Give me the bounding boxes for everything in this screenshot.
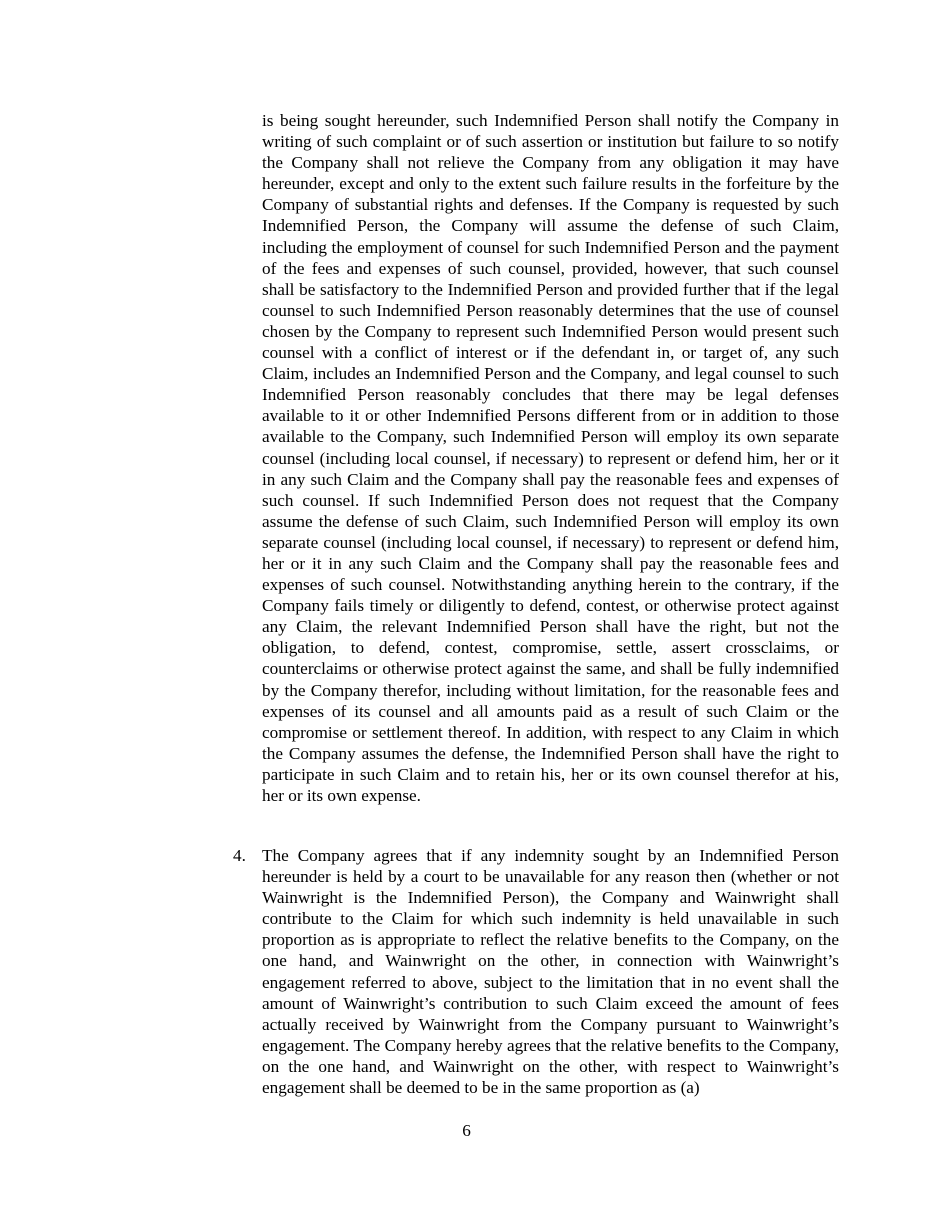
item-4-paragraph: The Company agrees that if any indemnity sought by an Indemnified Person hereunder is held by a court to be unavailable for any reason then (whether or not Wainwright is the Indemnified Person), the Company and Wainwright shall contribute to the Claim for which such indemnity is held unavailable in such proportion as is appropriate to reflect the relative benefits to the Company, on the one hand, and Wainwright on the other, in connection with Wainwright’s engagement referred to above, subject to the limitation that in no event shall the amount of Wainwright’s contribution to such Claim exceed the amount of fees actually received by Wainwright from the Company pursuant to Wainwright’s engagement. The Company hereby agrees that the relative benefits to the Company, on the one hand, and Wainwright on the other, with respect to Wainwright’s engagement shall be deemed to be in the same proportion as (a) <box>262 846 839 1098</box>
item-number-4: 4. <box>233 846 246 865</box>
continued-paragraph: is being sought hereunder, such Indemnified Person shall notify the Company in writing of such complaint or of such assertion or institution but failure to so notify the Company shall not relieve the Company from any obligation it may have hereunder, except and only to the extent such failure results in the forfeiture by the Company of substantial rights and defenses. If the Company is requested by such Indemnified Person, the Company will assume the defense of such Claim, including the employment of counsel for such Indemnified Person and the payment of the fees and expenses of such counsel, provided, however, that such counsel shall be satisfactory to the Indemnified Person and provided further that if the legal counsel to such Indemnified Person reasonably determines that the use of counsel chosen by the Company to represent such Indemnified Person would present such counsel with a conflict of interest or if the defendant in, or target of, any such Claim, includes an Indemnified Person and the Company, and legal counsel to such Indemnified Person reasonably concludes that there may be legal defenses available to it or other Indemnified Persons different from or in addition to those available to the Company, such Indemnified Person will employ its own separate counsel (including local counsel, if necessary) to represent or defend him, her or it in any such Claim and the Company shall pay the reasonable fees and expenses of such counsel. If such Indemnified Person does not request that the Company assume the defense of such Claim, such Indemnified Person will employ its own separate counsel (including local counsel, if necessary) to represent or defend him, her or it in any such Claim and the Company shall pay the reasonable fees and expenses of such counsel. Notwithstanding anything herein to the contrary, if the Company fails timely or diligently to defend, contest, or otherwise protect against any Claim, the relevant Indemnified Person shall have the right, but not the obligation, to defend, contest, compromise, settle, assert crossclaims, or counterclaims or otherwise protect against the same, and shall be fully indemnified by the Company therefor, including without limitation, for the reasonable fees and expenses of its counsel and all amounts paid as a result of such Claim or the compromise or settlement thereof. In addition, with respect to any Claim in which the Company assumes the defense, the Indemnified Person shall have the right to participate in such Claim and to retain his, her or its own counsel therefor at his, her or its own expense. <box>262 111 839 805</box>
page-number: 6 <box>462 1121 471 1140</box>
